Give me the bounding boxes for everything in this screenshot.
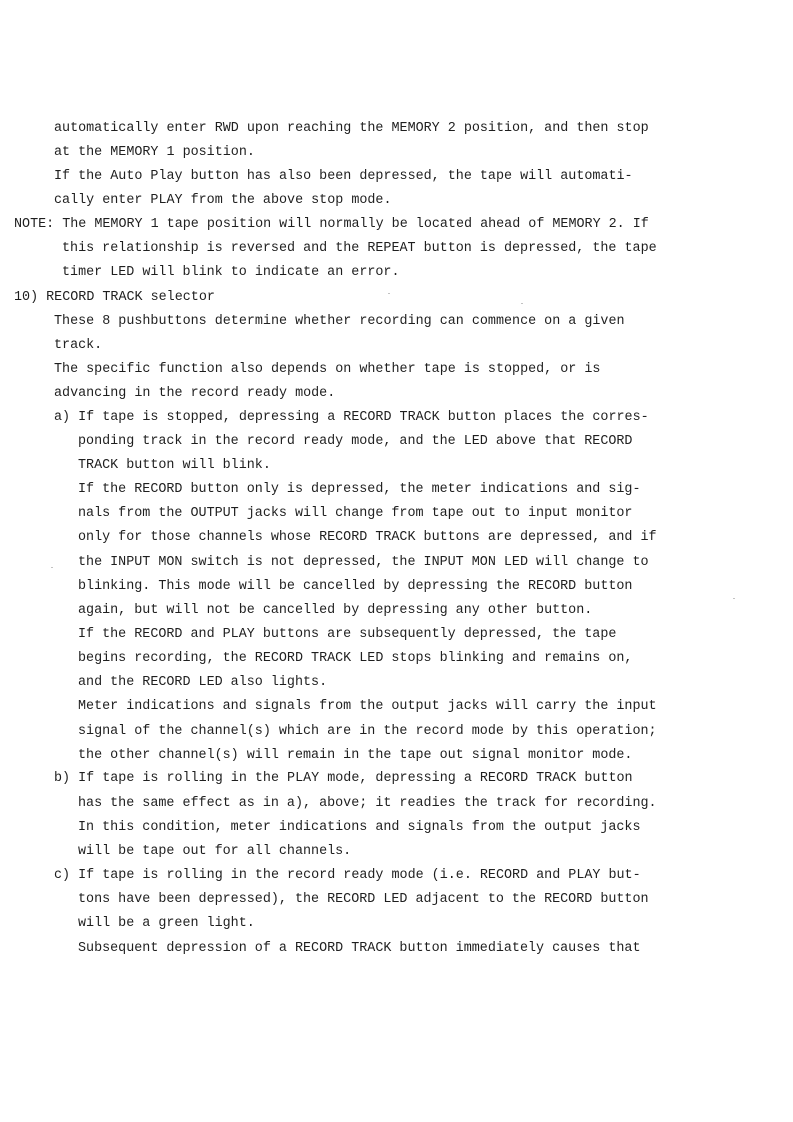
- note-line: this relationship is reversed and the REPEAT button is depressed, the tape: [62, 241, 657, 256]
- list-item-line: blinking. This mode will be cancelled by depressing the RECORD button: [78, 579, 633, 594]
- list-item-line: has the same effect as in a), above; it readies the track for recording.: [78, 796, 657, 811]
- note-line: NOTE: The MEMORY 1 tape position will normally be located ahead of MEMORY 2. If: [14, 217, 649, 232]
- list-item-line: If the RECORD and PLAY buttons are subsequently depressed, the tape: [78, 627, 617, 642]
- list-item-line: and the RECORD LED also lights.: [78, 675, 328, 690]
- list-item-line: a) If tape is stopped, depressing a RECORD TRACK button places the corres-: [54, 410, 649, 425]
- scan-speck: [521, 303, 523, 304]
- list-item-line: the INPUT MON switch is not depressed, the INPUT MON LED will change to: [78, 555, 649, 570]
- list-item-line: b) If tape is rolling in the PLAY mode, depressing a RECORD TRACK button: [54, 771, 633, 786]
- body-line: The specific function also depends on whether tape is stopped, or is: [54, 362, 601, 377]
- body-line: If the Auto Play button has also been depressed, the tape will automati-: [54, 169, 633, 184]
- body-line: These 8 pushbuttons determine whether recording can commence on a given: [54, 314, 625, 329]
- list-item-line: signal of the channel(s) which are in the record mode by this operation;: [78, 724, 657, 739]
- list-item-line: c) If tape is rolling in the record ready mode (i.e. RECORD and PLAY but-: [54, 868, 641, 883]
- list-item-line: nals from the OUTPUT jacks will change from tape out to input monitor: [78, 506, 633, 521]
- note-line: timer LED will blink to indicate an error.: [62, 265, 400, 280]
- list-item-line: TRACK button will blink.: [78, 458, 271, 473]
- body-line: track.: [54, 338, 103, 353]
- scan-speck: [388, 293, 390, 294]
- list-item-line: In this condition, meter indications and signals from the output jacks: [78, 820, 641, 835]
- list-item-line: will be tape out for all channels.: [78, 844, 352, 859]
- list-item-line: will be a green light.: [78, 916, 255, 931]
- body-line: cally enter PLAY from the above stop mode.: [54, 193, 392, 208]
- body-line: at the MEMORY 1 position.: [54, 145, 255, 160]
- body-line: advancing in the record ready mode.: [54, 386, 336, 401]
- list-item-line: tons have been depressed), the RECORD LED adjacent to the RECORD button: [78, 892, 649, 907]
- list-item-line: If the RECORD button only is depressed, the meter indications and sig-: [78, 482, 641, 497]
- list-item-line: begins recording, the RECORD TRACK LED stops blinking and remains on,: [78, 651, 633, 666]
- section-heading: 10) RECORD TRACK selector: [14, 290, 215, 305]
- list-item-line: only for those channels whose RECORD TRACK buttons are depressed, and if: [78, 530, 657, 545]
- body-line: automatically enter RWD upon reaching the MEMORY 2 position, and then stop: [54, 121, 649, 136]
- scan-speck: [51, 567, 53, 568]
- list-item-line: ponding track in the record ready mode, and the LED above that RECORD: [78, 434, 633, 449]
- list-item-line: Meter indications and signals from the output jacks will carry the input: [78, 699, 657, 714]
- list-item-line: again, but will not be cancelled by depressing any other button.: [78, 603, 593, 618]
- list-item-line: the other channel(s) will remain in the tape out signal monitor mode.: [78, 748, 633, 763]
- list-item-line: Subsequent depression of a RECORD TRACK button immediately causes that: [78, 941, 641, 956]
- scan-speck: [733, 598, 735, 599]
